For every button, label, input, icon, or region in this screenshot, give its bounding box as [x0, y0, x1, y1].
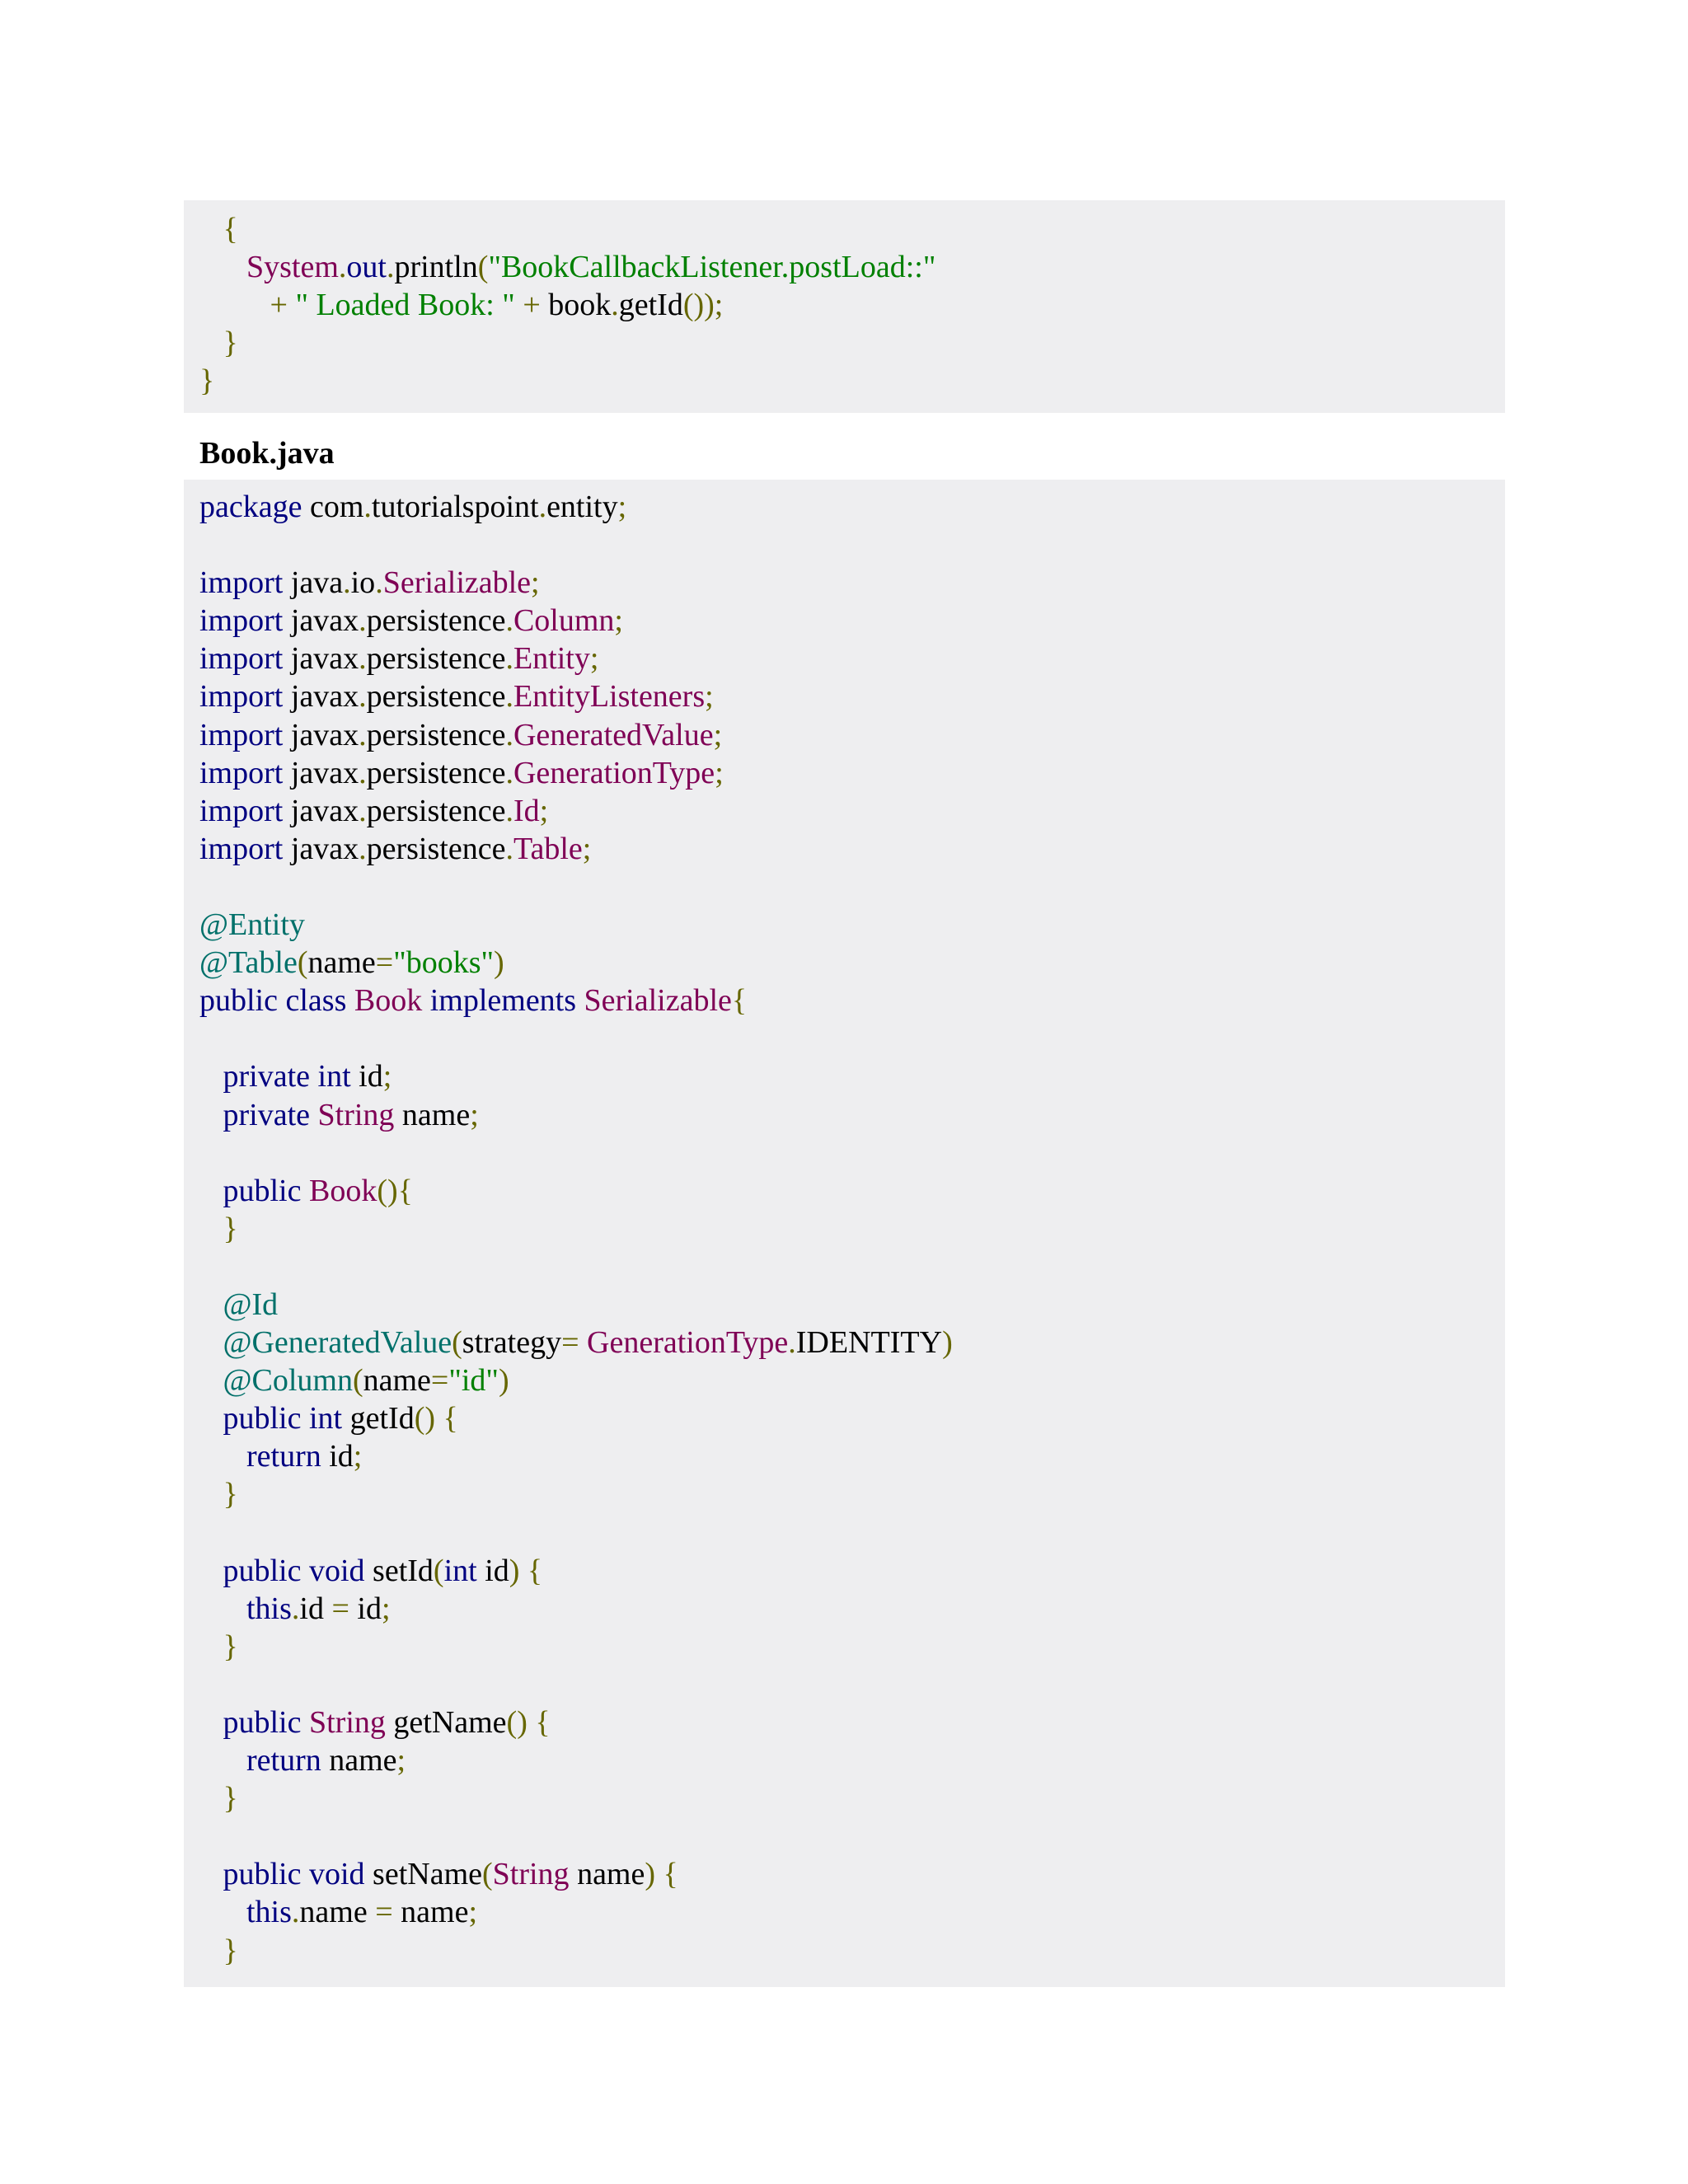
code-token: ());: [682, 288, 724, 323]
code-token: strategy: [462, 1325, 562, 1361]
code-token: book: [540, 288, 612, 323]
code-token: persistence: [366, 793, 506, 828]
code-token: @Entity: [199, 907, 305, 943]
code-token: GeneratedValue: [513, 717, 714, 752]
code-token: private: [223, 1059, 311, 1094]
code-token: Book: [308, 1173, 377, 1208]
code-token: [288, 288, 296, 322]
code-line: [199, 564, 1505, 602]
code-token: int: [443, 1553, 477, 1588]
code-token: [301, 1554, 309, 1588]
code-line: [199, 1210, 1505, 1248]
code-line: [199, 1779, 1505, 1817]
code-token: [346, 983, 354, 1018]
code-token: =: [375, 945, 394, 981]
code-token: }: [223, 1629, 238, 1664]
code-line: [199, 1590, 1505, 1628]
code-token: GenerationType: [513, 755, 715, 790]
code-line: [199, 1134, 1505, 1172]
code-token: return: [246, 1743, 321, 1779]
code-token: [199, 1212, 223, 1246]
code-token: [199, 212, 223, 246]
code-token: ;: [582, 831, 592, 866]
code-token: @Table: [199, 945, 298, 981]
code-token: (: [433, 1553, 444, 1588]
code-token: import: [199, 831, 284, 866]
code-token: ;: [396, 1743, 406, 1779]
code-line: [199, 1172, 1505, 1210]
code-token: com: [302, 490, 364, 524]
code-token: Table: [513, 831, 583, 866]
code-token: [515, 288, 523, 322]
code-line: [199, 716, 1505, 754]
code-token: .: [359, 679, 367, 715]
code-token: (: [477, 250, 489, 285]
code-token: ;: [468, 1895, 477, 1930]
code-token: (: [297, 945, 308, 981]
code-token: .: [505, 603, 513, 639]
code-token: [301, 1705, 309, 1740]
code-token: ;: [381, 1591, 391, 1626]
code-line: [199, 1932, 1505, 1970]
code-token: this: [246, 1895, 292, 1930]
code-line: [199, 1324, 1505, 1361]
code-token: public: [223, 1553, 302, 1588]
code-line: [199, 944, 1505, 982]
code-token: entity: [546, 490, 618, 524]
code-token: javax: [283, 793, 359, 828]
code-token: [576, 983, 584, 1018]
code-token: public: [223, 1857, 302, 1892]
code-token: =: [430, 1363, 449, 1399]
code-token: javax: [283, 755, 359, 790]
code-line: [199, 1361, 1505, 1399]
code-token: name: [363, 1363, 431, 1399]
code-line: [199, 982, 1505, 1019]
code-token: public: [223, 1401, 302, 1436]
code-line: [199, 1817, 1505, 1855]
code-token: import: [199, 679, 284, 715]
code-token: .: [338, 250, 347, 285]
code-line: [199, 1096, 1505, 1134]
code-token: ): [942, 1325, 953, 1361]
code-token: name: [307, 945, 376, 981]
file-heading: Book.java: [199, 436, 335, 471]
code-token: [199, 1325, 223, 1360]
code-token: int: [308, 1401, 343, 1436]
code-token: getId: [618, 288, 683, 323]
code-token: ;: [589, 641, 599, 677]
code-token: .: [343, 565, 351, 601]
code-token: name: [392, 1895, 469, 1930]
code-token: =: [331, 1591, 349, 1626]
code-token: }: [223, 326, 238, 361]
code-token: [655, 1857, 663, 1891]
code-line: [199, 1437, 1505, 1475]
code-line: [199, 906, 1505, 944]
code-line: [199, 1248, 1505, 1286]
code-token: [199, 1098, 223, 1132]
code-token: (: [482, 1857, 493, 1892]
code-token: [199, 1059, 223, 1094]
code-token: id: [476, 1553, 509, 1588]
code-token: }: [223, 1781, 238, 1816]
code-token: [199, 250, 246, 284]
code-line: [199, 677, 1505, 715]
code-line: [199, 868, 1505, 906]
code-line: [199, 1741, 1505, 1779]
code-token: .: [788, 1325, 796, 1361]
code-line: [199, 1286, 1505, 1324]
code-line: [199, 1666, 1505, 1704]
code-line: [199, 324, 1505, 362]
code-token: out: [346, 250, 387, 285]
code-token: " Loaded Book: ": [295, 288, 515, 323]
code-token: String: [492, 1857, 570, 1892]
code-token: [199, 1781, 223, 1816]
code-token: [199, 288, 270, 322]
code-token: ;: [715, 755, 724, 790]
code-token: @Id: [223, 1286, 279, 1322]
code-token: return: [246, 1439, 321, 1474]
code-token: private: [223, 1097, 311, 1132]
code-token: println: [394, 250, 478, 285]
code-token: public: [223, 1173, 302, 1208]
code-token: .: [505, 679, 513, 715]
code-line: [199, 1475, 1505, 1513]
code-token: implements: [429, 983, 577, 1019]
code-token: ;: [531, 565, 540, 601]
code-token: .: [505, 831, 513, 866]
code-token: int: [317, 1059, 351, 1094]
code-token: void: [308, 1857, 365, 1892]
code-token: getId: [342, 1401, 415, 1436]
code-line: [199, 602, 1505, 640]
code-line: [199, 1057, 1505, 1095]
code-token: persistence: [366, 641, 506, 677]
code-token: +: [523, 288, 541, 323]
code-token: ;: [705, 679, 714, 715]
code-line: [199, 1628, 1505, 1666]
code-token: ): [494, 945, 504, 981]
code-token: EntityListeners: [513, 679, 706, 715]
code-line: [199, 1019, 1505, 1057]
code-token: .: [291, 1895, 300, 1930]
code-line: [199, 1514, 1505, 1552]
code-token: id: [299, 1591, 332, 1626]
code-token: name: [321, 1743, 397, 1779]
code-token: {: [731, 983, 748, 1019]
code-token: String: [317, 1097, 395, 1132]
code-token: .: [359, 793, 367, 828]
code-token: persistence: [366, 755, 506, 790]
code-token: [199, 1439, 246, 1474]
code-line: [199, 1399, 1505, 1437]
code-token: javax: [283, 679, 359, 715]
code-token: +: [270, 288, 288, 323]
code-token: [435, 1401, 443, 1436]
code-token: }: [223, 1211, 238, 1246]
code-token: [579, 1325, 588, 1360]
code-token: (){: [377, 1173, 413, 1208]
code-token: .: [505, 793, 513, 828]
code-line: [199, 526, 1505, 564]
code-token: id: [349, 1591, 382, 1626]
code-line: [199, 640, 1505, 677]
code-token: ): [645, 1857, 656, 1892]
code-token: ;: [382, 1059, 392, 1094]
code-block-listener-end: [184, 200, 1505, 413]
code-token: =: [375, 1895, 393, 1930]
code-token: id: [321, 1439, 354, 1474]
code-token: import: [199, 603, 284, 639]
code-line: [199, 1704, 1505, 1741]
code-token: [301, 1857, 309, 1891]
code-token: public: [223, 1705, 302, 1740]
code-token: [301, 1174, 309, 1208]
code-token: .: [505, 717, 513, 752]
code-token: .: [359, 717, 367, 752]
code-token: [199, 1705, 223, 1740]
code-token: .: [375, 565, 383, 601]
code-token: }: [199, 363, 215, 399]
code-token: javax: [283, 831, 359, 866]
code-token: javax: [283, 717, 359, 752]
code-token: "BookCallbackListener.postLoad::": [488, 250, 936, 285]
code-token: .: [359, 831, 367, 866]
code-token: Serializable: [584, 983, 732, 1019]
code-token: IDENTITY: [795, 1325, 943, 1361]
code-token: javax: [283, 603, 359, 639]
code-token: [422, 983, 430, 1018]
code-token: import: [199, 755, 284, 790]
code-token: setId: [364, 1553, 434, 1588]
code-token: [528, 1705, 536, 1740]
code-block-book-java: [184, 480, 1505, 1987]
code-token: [199, 1933, 223, 1968]
code-token: [199, 1591, 246, 1626]
code-token: [199, 1895, 246, 1929]
code-token: [199, 1363, 223, 1398]
code-token: .: [505, 755, 513, 790]
code-token: [199, 1477, 223, 1511]
code-token: id: [350, 1059, 383, 1094]
code-line: [199, 210, 1505, 248]
code-token: {: [663, 1857, 678, 1892]
code-token: }: [223, 1933, 238, 1968]
code-token: persistence: [366, 679, 506, 715]
code-token: .: [363, 490, 372, 524]
code-token: "id": [448, 1363, 499, 1399]
code-token: ;: [614, 603, 623, 639]
code-token: "books": [393, 945, 495, 981]
code-token: {: [223, 212, 238, 246]
code-token: import: [199, 717, 284, 752]
code-token: import: [199, 641, 284, 677]
code-token: [199, 1174, 223, 1208]
code-token: name: [299, 1895, 376, 1930]
code-token: System: [246, 250, 339, 285]
code-line: [199, 830, 1505, 868]
code-token: [519, 1554, 528, 1588]
code-token: [199, 326, 223, 360]
code-token: .: [359, 755, 367, 790]
code-token: .: [505, 641, 513, 677]
code-token: }: [223, 1477, 238, 1512]
code-token: class: [285, 983, 347, 1019]
code-token: String: [308, 1705, 386, 1740]
code-token: (): [506, 1705, 528, 1740]
code-token: void: [308, 1553, 365, 1588]
code-token: .: [538, 490, 547, 524]
code-line: [199, 754, 1505, 792]
code-token: ;: [617, 490, 627, 524]
code-token: Column: [513, 603, 615, 639]
code-token: (): [414, 1401, 435, 1436]
code-token: [199, 1401, 223, 1436]
code-line: [199, 1893, 1505, 1931]
code-token: [199, 1629, 223, 1664]
code-token: .: [359, 641, 367, 677]
code-token: ;: [353, 1439, 363, 1474]
code-line: [199, 248, 1505, 286]
code-token: name: [394, 1097, 471, 1132]
code-token: @Column: [223, 1363, 353, 1399]
code-token: ;: [470, 1097, 479, 1132]
code-token: GenerationType: [587, 1325, 789, 1361]
code-token: public: [199, 983, 278, 1019]
code-token: .: [359, 603, 367, 639]
code-token: [199, 1743, 246, 1778]
code-token: ;: [539, 793, 549, 828]
code-line: [199, 1552, 1505, 1590]
code-token: getName: [385, 1705, 507, 1740]
code-token: (: [452, 1325, 462, 1361]
code-token: [199, 1287, 223, 1322]
code-token: persistence: [366, 603, 506, 639]
code-token: [310, 1098, 318, 1132]
code-token: {: [443, 1401, 458, 1436]
code-token: [310, 1059, 318, 1094]
code-token: {: [535, 1705, 551, 1740]
code-token: [301, 1401, 309, 1436]
code-token: .: [611, 288, 619, 323]
code-token: Entity: [513, 641, 590, 677]
code-token: setName: [364, 1857, 482, 1892]
code-token: [199, 1857, 223, 1891]
code-token: java: [283, 565, 344, 601]
code-token: {: [527, 1553, 543, 1588]
code-token: .: [386, 250, 395, 285]
code-token: import: [199, 793, 284, 828]
code-line: [199, 488, 1505, 526]
code-token: package: [199, 490, 302, 524]
code-token: ;: [713, 717, 723, 752]
code-token: Serializable: [382, 565, 532, 601]
code-token: name: [569, 1857, 645, 1892]
code-token: (: [352, 1363, 363, 1399]
code-token: ): [509, 1553, 520, 1588]
code-token: persistence: [366, 717, 506, 752]
code-token: Book: [354, 983, 423, 1019]
code-token: javax: [283, 641, 359, 677]
code-token: tutorialspoint: [371, 490, 539, 524]
code-token: import: [199, 565, 284, 601]
code-line: [199, 286, 1505, 324]
code-token: =: [561, 1325, 579, 1361]
code-line: [199, 1855, 1505, 1893]
code-token: Id: [513, 793, 540, 828]
code-line: [199, 792, 1505, 830]
code-token: ): [498, 1363, 509, 1399]
code-line: [199, 362, 1505, 400]
code-token: persistence: [366, 831, 506, 866]
code-token: .: [291, 1591, 300, 1626]
code-token: this: [246, 1591, 292, 1626]
code-token: @GeneratedValue: [223, 1325, 452, 1361]
code-token: [199, 1554, 223, 1588]
code-token: io: [350, 565, 376, 601]
